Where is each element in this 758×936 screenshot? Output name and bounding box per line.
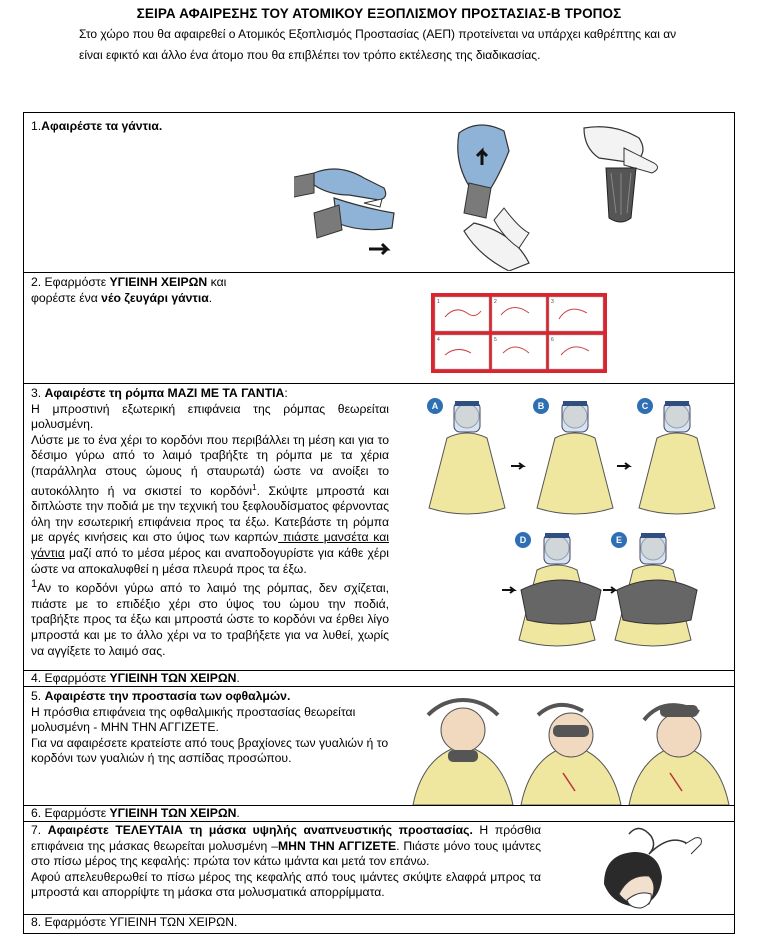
step-1-row [24, 113, 734, 273]
step-2-row [24, 273, 734, 384]
arrow-right-icon [511, 463, 523, 469]
step-3-para-2: Λύστε με το ένα χέρι το κορδόνι που περιβάλλει τη μέση και για το δέσιμο γύρω από το λαιμό τραβήξτε τη ρόμπα με τα χέρια (παράλληλα στους ώμους ή σταυρωτά) ώστε να ανοίξει το αυτοκόλλητο ή να σκιστεί το κορδόνι$^1$. Σκύψτε μπροστά και διπλώστε την ποδιά με την τεχνική του ξεφλουδίσματος φέρνοντας όλη την εσωτερική επιφάνεια προς τα έξω. Κατεβάστε τη ρόμπα με αργές κινήσεις και στο ύψος των καρπών πιάστε μανσέτα και γάντια μαζί από το μέσα μέρος και αναποδογυρίστε για κάθε χέρι ώστε να αποκαλυφθεί η μέσα πλευρά προς τα έξω. [31, 432, 389, 576]
hand-hygiene-poster [431, 293, 607, 373]
poster-num-6: 6 [551, 337, 554, 343]
respirator-removal-illustration [599, 824, 709, 914]
glove-inside-out-icon [584, 127, 658, 222]
step-7-para-2: Αφού απελευθερωθεί το πίσω μέρος της κεφαλής από τους ιμάντες σκύψτε ελαφρά μπρος τα μπροστά και απορρίψτε τη μάσκα στα μολυσματικά απορρίμματα. [31, 869, 541, 900]
svg-text:D: D [519, 535, 527, 545]
svg-text:C: C [641, 401, 649, 411]
step-1-text: 1.Αφαιρέστε τα γάντια. [31, 119, 163, 133]
arrow-right-icon [369, 244, 387, 254]
step-2-text: 2. Εφαρμόστε ΥΓΙΕΙΝΗ ΧΕΙΡΩΝ και φορέστε ένα νέο ζευγάρι γάντια. [31, 275, 227, 305]
step-7-row [24, 822, 734, 915]
gown-figure-b [533, 398, 613, 514]
arrow-right-icon [603, 587, 615, 593]
step-4-row [24, 671, 734, 687]
step-7-para-1: 7. Αφαιρέστε ΤΕΛΕΥΤΑΙΑ τη μάσκα υψηλής αναπνευστικής προστασίας. Η πρόσθια επιφάνεια της μάσκας θεωρείται μολυσμένη –ΜΗΝ ΤΗΝ ΑΓΓΙΖΕΤΕ. Πιάστε μόνο τους ιμάντες στο πίσω μέρος της κεφαλής: πρώτα τον κάτω ιμάντα και μετά τον επάνω. [31, 823, 541, 869]
step-5-text [31, 689, 411, 767]
intro-paragraph: Στο χώρο που θα αφαιρεθεί ο Ατομικός Εξοπλισμός Προστασίας (ΑΕΠ) προτείνεται να υπάρχει καθρέπτης και αν είναι εφικτό και άλλο ένα άτομο που θα επιβλέπει τον τρόπο εκτέλεσης της διαδικασίας. [79, 27, 677, 62]
step-5-heading: 5. Αφαιρέστε την προστασία των οφθαλμών. [31, 689, 291, 703]
eye-protection-removal-illustration [408, 695, 732, 805]
step-7-text [31, 823, 541, 901]
svg-text:E: E [615, 535, 623, 545]
step-3-row [24, 384, 734, 671]
poster-num-4: 4 [437, 337, 440, 343]
goggle-removal-figure [629, 705, 729, 805]
steps-table [23, 112, 735, 934]
step-6-row [24, 806, 734, 822]
poster-num-3: 3 [551, 299, 554, 305]
arrow-right-icon [617, 463, 629, 469]
goggle-removal-figure [413, 700, 513, 805]
step-8-row [24, 915, 734, 935]
gown-removal-illustration [417, 390, 717, 650]
step-4-text: 4. Εφαρμόστε ΥΓΙΕΙΝΗ ΤΩΝ ΧΕΙΡΩΝ. [31, 671, 240, 685]
glove-pull-icon [458, 125, 529, 271]
arrow-right-icon [502, 587, 514, 593]
step-5-para-1: Η πρόσθια επιφάνεια της οφθαλμικής προστασίας θεωρείται μολυσμένη - ΜΗΝ ΤΗΝ ΑΓΓΙΖΕΤΕ. [31, 704, 356, 735]
step-5-row [24, 687, 734, 806]
poster-num-5: 5 [494, 337, 497, 343]
step-6-text: 6. Εφαρμόστε ΥΓΙΕΙΝΗ ΤΩΝ ΧΕΙΡΩΝ. [31, 806, 240, 820]
goggle-removal-figure [521, 705, 621, 805]
svg-text:A: A [431, 401, 439, 411]
gown-figure-a [427, 398, 505, 514]
svg-text:B: B [537, 401, 545, 411]
poster-num-1: 1 [437, 299, 440, 305]
step-3-heading: 3. Αφαιρέστε τη ρόμπα ΜΑΖΙ ΜΕ ΤΑ ΓΑΝΤΙΑ: [31, 386, 288, 400]
step-8-text: 8. Εφαρμόστε ΥΓΙΕΙΝΗ ΤΩΝ ΧΕΙΡΩΝ. [31, 915, 238, 929]
page-title: ΣΕΙΡΑ ΑΦΑΙΡΕΣΗΣ ΤΟΥ ΑΤΟΜΙΚΟΥ ΕΞΟΠΛΙΣΜΟΥ ΠΡΟΣΤΑΣΙΑΣ-Β ΤΡΟΠΟΣ [136, 6, 622, 21]
gown-figure-d [515, 532, 601, 646]
step-5-para-2: Για να αφαιρέσετε κρατείστε από τους βραχίονες των γυαλιών ή το κορδόνι των γυαλιών ή της ασπίδας προσώπου. [31, 735, 389, 766]
gown-figure-e [611, 532, 697, 646]
gown-figure-c [637, 398, 715, 514]
glove-removal-illustration [294, 113, 672, 271]
step-3-footnote: $^1$Αν το κορδόνι γύρω από το λαιμό της ρόμπας, δεν σχίζεται, πιάστε με το επιδέξιο χέρι στο ύψος του ώμου την ποδιά, τραβήξτε προς τα έξω και μπροστά ώστε το κορδόνι να έρθει λίγο μπροστά και με το άλλο χέρι να το τραβήξετε για να λυθεί, χωρίς να αγγίξετε το λαιμό σας. [31, 578, 389, 658]
step-3-para-1: Η μπροστινή εξωτερική επιφάνεια της ρόμπας θεωρείται μολυσμένη. [31, 401, 389, 432]
glove-pinch-icon [294, 169, 394, 238]
step-3-text [31, 386, 389, 659]
step-1-title: Αφαιρέστε τα γάντια. [41, 119, 163, 133]
poster-num-2: 2 [494, 299, 497, 305]
